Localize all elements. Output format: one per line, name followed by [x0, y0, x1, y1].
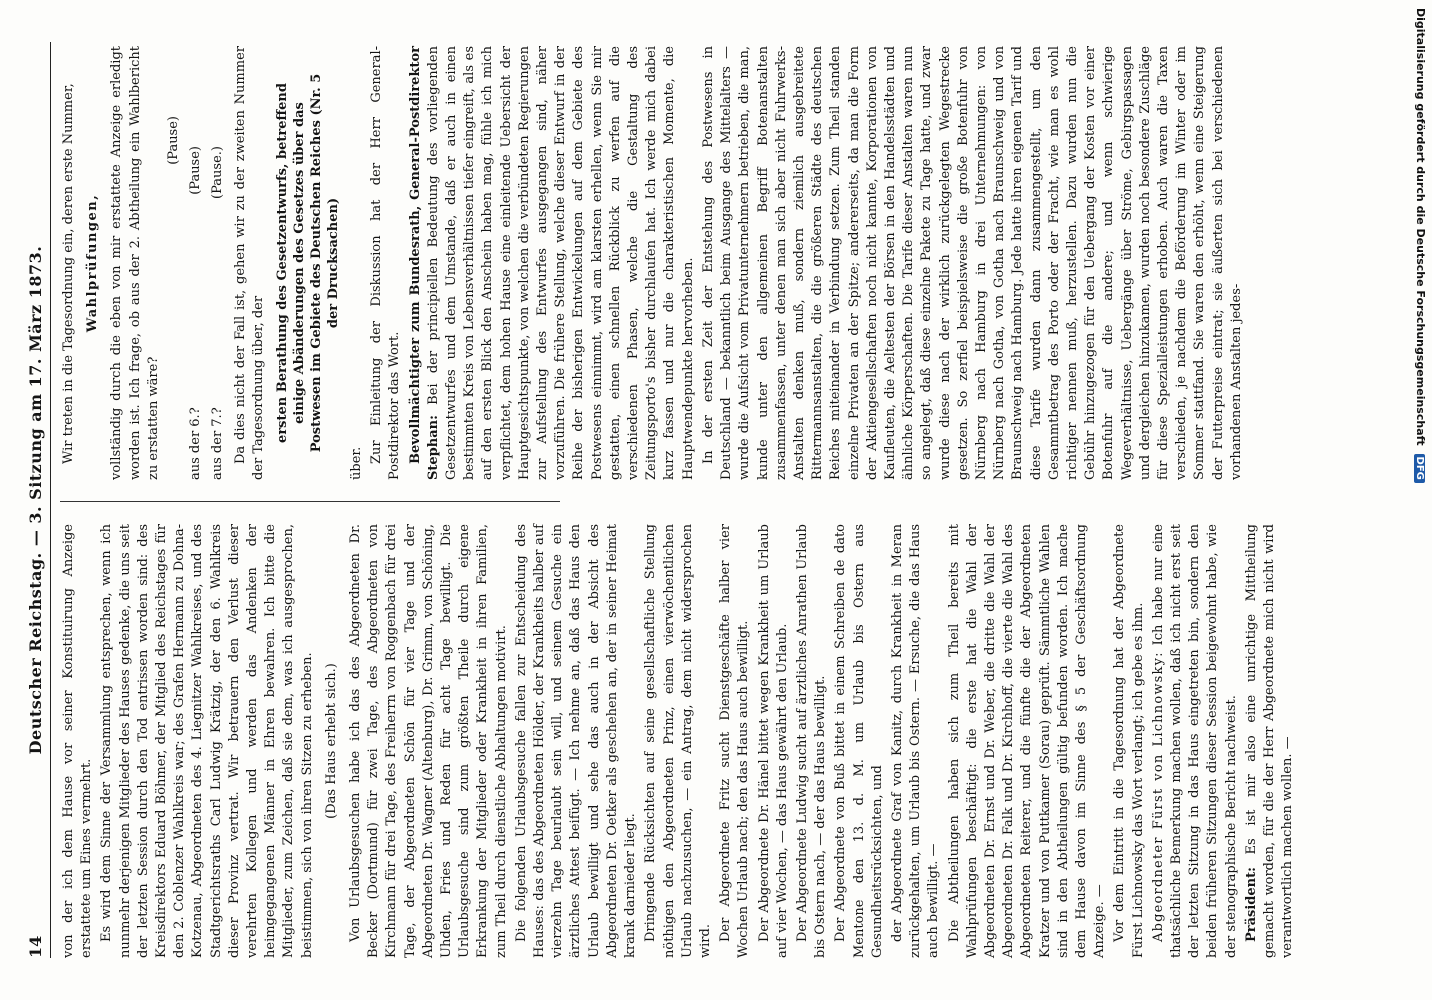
- right-column: [60, 46, 1244, 480]
- paragraph: Der Abgeordnete Ludwig sucht auf ärztliches Anrathen Urlaub bis Ostern nach, — der das Haus bewilligt.: [794, 524, 829, 958]
- agenda-topic: ersten Berathung des Gesetzentwurfs, betreffend einige Abänderungen des Gesetzes über das Postwesen im Gebiete des Deutschen Reiches (Nr. 5 der Drucksachen): [275, 73, 342, 453]
- paragraph: Wir treten in die Tagesordnung ein, deren erste Nummer,: [61, 83, 76, 464]
- speaker-name: Bevollmächtigter zum Bundesrath, General-Postdirektor Stephan:: [407, 46, 441, 480]
- stage-direction: (Pause): [166, 116, 182, 165]
- paragraph: von der ich dem Hause vor seiner Konstituirung Anzeige erstattete um Eines vermehrt.: [61, 524, 95, 958]
- paragraph: Dringende Rücksichten auf seine gesellschaftliche Stellung nöthigen den Abgeordneten Prinz, einen vierwöchentlichen Urlaub nachzusuchen, — ein Antrag, dem nicht widersprochen wird.: [643, 524, 713, 958]
- running-header: [24, 42, 51, 958]
- paragraph: Zur Einleitung der Diskussion hat der Herr General-Postdirektor das Wort.: [369, 46, 403, 480]
- paragraph: der Abgeordnete Graf von Kanitz, durch Krankheit in Meran zurückgehalten, um Urlaub bis Ostern. — Ersuche, die das Haus auch bewilligt. —: [889, 524, 942, 958]
- speaker-name: Abgeordneter Fürst von Lichnowsky:: [1150, 651, 1166, 942]
- paragraph: Der Abgeordnete Dr. Hänel bittet wegen Krankheit um Urlaub auf vier Wochen, — das Haus gewährt den Urlaub.: [756, 524, 790, 958]
- running-title: Deutscher Reichstag. — 3. Sitzung am 17. März 1873.: [26, 245, 45, 755]
- stage-direction: (Pause): [188, 146, 204, 195]
- left-column: [60, 524, 1296, 958]
- paragraph: Der Abgeordnete von Buß bittet in einem Schreiben de dato Mentone den 13. d. M. um Urlaub bis Ostern aus Gesundheitsrücksichten, und: [833, 524, 885, 958]
- speech-text: Bei der principiellen Bedeutung des vorliegenden Gesetzentwurfes und dem Umstande, daß er auch in einen bestimmten Kreis von Lebensverhältnissen tiefer eingreift, als es auf den ersten Blick den Anschein haben mag, fühle ich mich verpflichtet, dem hohen Hause eine einleitende Uebersicht der Hauptgesichtspunkte, von welchen die verbündeten Regierungen zur Aufstellung des Entwurfes ausgegangen sind, näher vorzuführen. Die frühere Stellung, welche dieser Entwurf in der Reihe der bisherigen Entwickelungen auf dem Gebiete des Postwesens einnimmt, wird am klarsten erhellen, wenn Sie mir gestatten, einen schnellen Rückblick zu werfen auf die verschiedenen Phasen, welche die Gestaltung des Zeitungsporto's bisher durchlaufen hat. Ich werde mich dabei kurz fassen und nur die charakteristischen Momente, die Hauptwendepunkte hervorheben.: [425, 46, 696, 480]
- speech-text: Ich habe nur eine thatsächliche Bemerkung machen wollen, daß ich nicht erst seit der letzten Sitzung in das Haus eingetreten bin, sondern den beiden früheren Sitzungen dieser Session beigewohnt habe, wie der stenographische Bericht nachweist.: [1150, 524, 1239, 958]
- speech-paragraph: [1150, 524, 1241, 958]
- stage-direction: (Das Haus erhebt sich.): [323, 663, 339, 819]
- speech-paragraph: [1243, 524, 1298, 958]
- stage-direction: (Pause.): [210, 146, 226, 199]
- column-divider: [60, 501, 560, 502]
- question-text: aus der 6.?: [188, 407, 204, 480]
- page-number: 14: [26, 935, 45, 958]
- question-line: [209, 46, 227, 480]
- paragraph: Die Abtheilungen haben sich zum Theil bereits mit Wahlprüfungen beschäftigt: die erste hat die Wahl der Abgeordneten Dr. Ernst und Dr. Weber, die dritte die Wahl der Abgeordneten Dr. Falk und Dr. Kirchhoff, die vierte die Wahl des Abgeordneten Reiterer, und die fünfte die der Abgeordneten Kratzer und von Puttkamer (Sorau) geprüft. Sämmtliche Wahlen sind in den Abtheilungen gültig befunden worden. Ich mache dem Hause davon im Sinne des § 5 der Geschäftsordnung Anzeige. —: [946, 524, 1108, 958]
- paragraph: Die folgenden Urlaubsgesuche fallen zur Entscheidung des Hauses: das des Abgeordneten Hölder, der Krankheits halber auf vierzehn Tage beurlaubt sein will, und seinem Gesuche ein ärztliches Attest beifügt. — Ich nehme an, daß das Haus den Urlaub bewilligt und sehe das auch in der Absicht des Abgeordneten Dr. Oetker als geschehen an, der in seiner Heimat krank darnieder liegt.: [513, 524, 639, 958]
- speaker-name: Präsident:: [1243, 867, 1259, 942]
- question-text: aus der 7.?: [210, 407, 226, 480]
- digitization-note-text-wrap: [1409, 8, 1427, 992]
- digitization-note-text: Digitalisierung gefördert durch die Deutsche Forschungsgemeinschaft: [1414, 8, 1427, 446]
- digitization-note: [1413, 8, 1431, 992]
- section-heading: Wahlprüfungen,: [85, 193, 101, 333]
- paragraph: Da dies nicht der Fall ist, gehen wir zu der zweiten Nummer der Tagesordnung über, der: [232, 46, 266, 480]
- paragraph: über.: [349, 446, 365, 480]
- question-line: [187, 46, 205, 480]
- paragraph: Vor dem Eintritt in die Tagesordnung hat der Abgeordnete Fürst Lichnowsky das Wort verlangt; ich gebe es ihm.: [1112, 524, 1146, 958]
- paragraph: Es wird dem Sinne der Versammlung entsprechen, wenn ich nunmehr derjenigen Mitglieder des Hauses gedenke, die uns seit der letzten Session durch den Tod entrissen worden sind: des Kreisdirektors Eduard Böhmer, der Mitglied des Reichstages für den 2. Coblenzer Wahlkreis war; des Grafen Hermann zu Dohna-Kotzenau, Abgeordneten des 4. Liegnitzer Wahlkreises, und des Stadtgerichtsraths Carl Ludwig Krätzig, der den 6. Wahlkreis dieser Provinz vertrat. Wir betrauern den Verlust dieser verehrten Kollegen und werden das Andenken der heimgegangenen Männer in Ehren bewahren. Ich bitte die Mitglieder, zum Zeichen, daß sie dem, was ich ausgesprochen, beistimmen, sich von ihren Sitzen zu erheben.: [99, 524, 315, 958]
- paragraph: Der Abgeordnete Fritz sucht Dienstgeschäfte halber vier Wochen Urlaub nach; den das Haus auch bewilligt.: [718, 524, 752, 958]
- speech-paragraph: [407, 46, 698, 480]
- paragraph: vollständig durch die eben von mir erstattete Anzeige erledigt worden ist. Ich frage, ob aus der 2. Abtheilung ein Wahlbericht zu erstatten wäre?: [109, 46, 161, 480]
- dfg-logo: DFG: [1414, 454, 1425, 483]
- paragraph: Von Urlaubsgesuchen habe ich das des Abgeordneten Dr. Becker (Dortmund) für zwei Tage, des Abgeordneten von Kirchmann für drei Tage, des Freiherrn von Roggenbach für drei Tage, der Abgeordneten Schön für vier Tage und der Abgeordneten Dr. Wagner (Altenburg), Dr. Grimm, von Schöning, Uhden, Fries und Reden für acht Tage bewilligt. Die Urlaubsgesuche sind zum größten Theile durch eigene Erkrankung der Mitglieder oder Krankheit in ihren Familien, zum Theil durch dienstliche Abhaltungen motivirt.: [348, 524, 509, 958]
- paragraph: In der ersten Zeit der Entstehung des Postwesens in Deutschland — bekanntlich beim Ausgange des Mittelalters — wurde die Aufsicht vom Privatunternehmern betrieben, die man, kunde unter den allgemeinen Begriff Botenanstalten zusammenfassen, unter denen man sich aber nicht Fuhrwerks-Anstalten denken muß, sondern ziemlich ausgebreitete Rittermannsanstalten, die die größeren Städte des deutschen Reiches miteinander in Verbindung setzen. Zum Theil standen einzelne Privaten an der Spitze; andererseits, da man die Form der Aktiengesellschaften noch nicht kannte, Korporationen von Kaufleuten, die Aeltesten der Börsen in den Handelsstädten und ähnliche Körperschaften. Die Tarife dieser Anstalten waren nun so angelegt, daß diese einzelne Pakete zu Tage hatte, und zwar wurde diese nach der wirklich zurückgelegten Wegestrecke gesetzen. So zerfiel beispielsweise die große Botenfuhr von Nürnberg nach Hamburg in drei Unternehmungen: von Nürnberg nach Gotha, von Gotha nach Braunschweig und von Braunschweig nach Hamburg. Jede hatte ihren eigenen Tarif und diese Tarife wurden dann zusammengestellt, um den Gesammtbetrag des Porto oder der Fracht, wie man es wohl richtiger nennen muß, herzustellen. Dazu wurden nun die Gebühr hinzugezogen für den Uebergang der Kosten vor einer Botenfuhr auf die andere; und wenn schwierige Wegeverhältnisse, Uebergänge über Ströme, Gebirgspassagen und dergleichen hinzukamen, wurden noch besondere Zuschläge für diese Spezialleistungen erhoben. Auch waren die Taxen verschieden, je nachdem die Beförderung im Winter oder im Sommer stattfand. Sie waren den erhöht, wenn eine Steigerung der Futterpreise eintrat; sie äußerten sich bei verschiedenen vorhandenen Anstalten jedes-: [700, 46, 1244, 480]
- speech-text: Es ist mir also eine unrichtige Mittheilung gemacht worden, für die der Herr Abgeordnete mich nicht wird verantwortlich machen wollen. —: [1243, 524, 1296, 958]
